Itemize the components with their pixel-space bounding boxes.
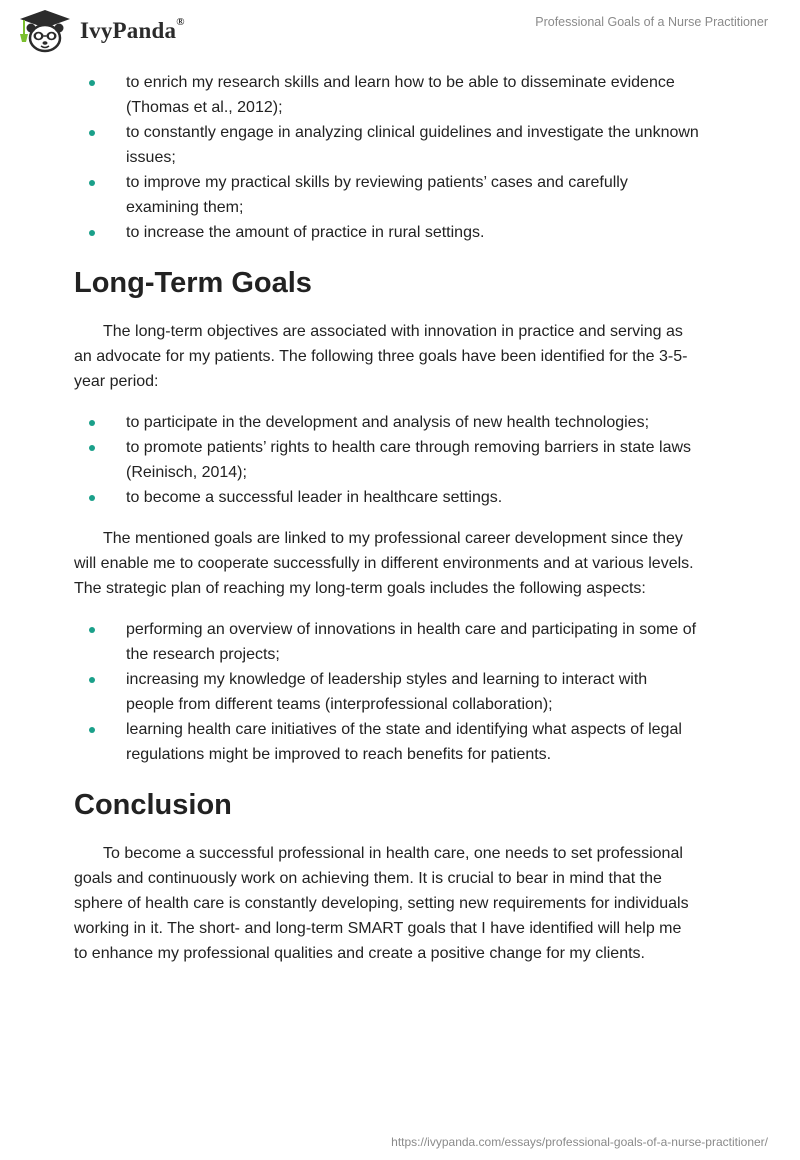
list-item: to improve my practical skills by reviewing patients’ cases and carefully examining them; [74,170,726,220]
list-item: to constantly engage in analyzing clinical guidelines and investigate the unknown issues; [74,120,726,170]
short-term-strategy-list [74,70,726,245]
list-item: to enrich my research skills and learn how to be able to disseminate evidence (Thomas et al., 2012); [74,70,726,120]
ivypanda-logo[interactable] [14,8,185,54]
strategic-plan-list [74,617,726,767]
section-heading-long-term-goals: Long-Term Goals [74,267,312,299]
document-title: Professional Goals of a Nurse Practitioner [535,15,768,29]
list-item: increasing my knowledge of leadership styles and learning to interact with people from different teams (interprofessional collaboration); [74,667,726,717]
bullet-icon [89,495,95,501]
registered-mark: ® [176,16,185,28]
list-item: to participate in the development and analysis of new health technologies; [74,410,726,435]
bullet-icon [89,80,95,86]
essay-content [74,70,726,966]
list-item: to increase the amount of practice in rural settings. [74,220,726,245]
list-item: learning health care initiatives of the state and identifying what aspects of legal regulations might be improved to reach benefits for patients. [74,717,726,767]
conclusion-paragraph: To become a successful professional in health care, one needs to set professional goals and continuously work on achieving them. It is crucial to bear in mind that the sphere of health care is constantly developing, setting new requirements for individuals working in it. The short- and long-term SMART goals that I have identified will help me to enhance my professional qualities and create a positive change for my clients. [74,845,689,962]
bullet-icon [89,727,95,733]
panda-graduate-icon [14,8,76,54]
list-item: to promote patients’ rights to health care through removing barriers in state laws (Reinisch, 2014); [74,435,726,485]
bullet-icon [89,180,95,186]
bullet-icon [89,420,95,426]
long-term-intro-paragraph: The long-term objectives are associated with innovation in practice and serving as an advocate for my patients. The following three goals have been identified for the 3-5- year period: [74,323,688,390]
bullet-icon [89,627,95,633]
bullet-icon [89,445,95,451]
section-heading-conclusion: Conclusion [74,789,232,821]
bullet-icon [89,130,95,136]
bullet-icon [89,230,95,236]
list-item: to become a successful leader in healthcare settings. [74,485,726,510]
bullet-icon [89,677,95,683]
list-item: performing an overview of innovations in health care and participating in some of the research projects; [74,617,726,667]
source-url[interactable]: https://ivypanda.com/essays/professional-goals-of-a-nurse-practitioner/ [391,1135,768,1149]
long-term-goals-list [74,410,726,510]
strategic-plan-paragraph: The mentioned goals are linked to my professional career development since they will enable me to cooperate successfully in different environments and at various levels. The strategic plan of reaching my long-term goals includes the following aspects: [74,530,694,597]
page-header [0,0,800,64]
brand-name: IvyPanda® [80,16,185,43]
